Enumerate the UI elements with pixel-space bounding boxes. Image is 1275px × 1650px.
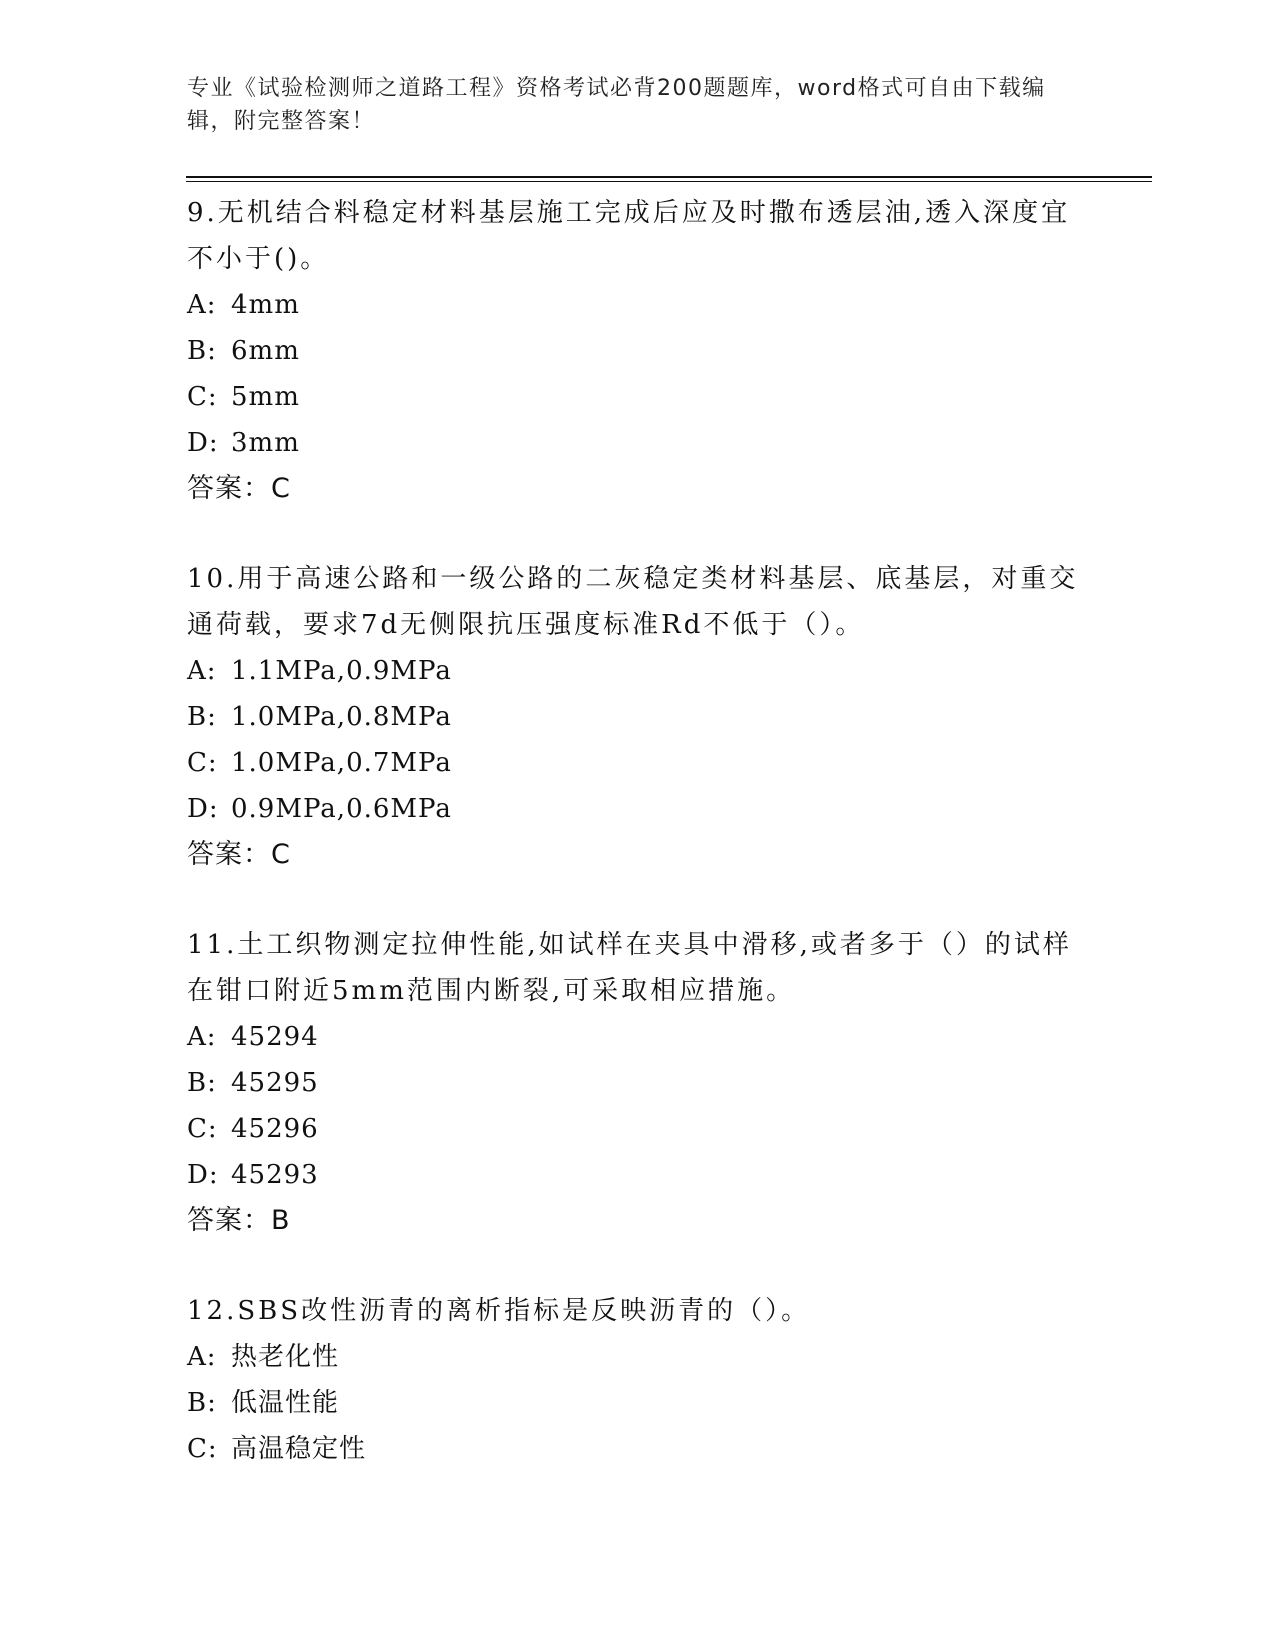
option-text: 1.1MPa,0.9MPa <box>231 656 452 686</box>
option-letter: C: <box>187 1114 218 1144</box>
option-text: 45296 <box>231 1114 319 1144</box>
option-b <box>187 1380 1087 1426</box>
option-letter: A: <box>187 1022 217 1052</box>
option-text: 6mm <box>231 336 300 366</box>
option-text: 1.0MPa,0.7MPa <box>231 748 452 778</box>
option-letter: D: <box>187 1160 219 1190</box>
question-text: 9.无机结合料稳定材料基层施工完成后应及时撒布透层油,透入深度宜不小于()。 <box>187 198 1071 274</box>
option-b <box>187 1060 1087 1106</box>
option-text: 热老化性 <box>231 1342 340 1372</box>
option-a <box>187 282 1087 328</box>
option-text: 45295 <box>231 1068 319 1098</box>
option-c <box>187 1106 1087 1152</box>
option-letter: B: <box>187 336 217 366</box>
option-d <box>187 1152 1087 1198</box>
option-letter: D: <box>187 794 219 824</box>
question-10 <box>187 556 1087 878</box>
option-letter: A: <box>187 656 217 686</box>
option-a <box>187 648 1087 694</box>
option-letter: B: <box>187 702 217 732</box>
question-spacer <box>187 878 1087 922</box>
option-text: 3mm <box>231 428 300 458</box>
option-c <box>187 374 1087 420</box>
option-text: 1.0MPa,0.8MPa <box>231 702 452 732</box>
header-divider-thin <box>186 181 1152 182</box>
option-letter: A: <box>187 1342 217 1372</box>
answer-line: 答案：B <box>187 1205 291 1236</box>
option-text: 4mm <box>231 290 300 320</box>
answer-line: 答案：C <box>187 473 291 504</box>
option-b <box>187 694 1087 740</box>
question-9 <box>187 190 1087 512</box>
option-letter: A: <box>187 290 217 320</box>
question-spacer <box>187 512 1087 556</box>
option-text: 0.9MPa,0.6MPa <box>231 794 452 824</box>
header-title: 专业《试验检测师之道路工程》资格考试必背200题题库，word格式可自由下载编辑，附完整答案！ <box>187 76 1046 134</box>
question-11 <box>187 922 1087 1244</box>
option-letter: D: <box>187 428 219 458</box>
header-divider-thick <box>186 176 1152 178</box>
option-letter: B: <box>187 1068 217 1098</box>
option-d <box>187 786 1087 832</box>
option-c <box>187 740 1087 786</box>
option-a <box>187 1334 1087 1380</box>
option-text: 45294 <box>231 1022 319 1052</box>
question-text: 10.用于高速公路和一级公路的二灰稳定类材料基层、底基层，对重交通荷载，要求7d无侧限抗压强度标准Rd不低于（）。 <box>187 564 1079 640</box>
option-text: 45293 <box>231 1160 319 1190</box>
question-text: 12.SBS改性沥青的离析指标是反映沥青的（）。 <box>187 1296 811 1326</box>
option-c <box>187 1426 1087 1472</box>
question-text: 11.土工织物测定拉伸性能,如试样在夹具中滑移,或者多于（）的试样在钳口附近5mm范围内断裂,可采取相应措施。 <box>187 930 1072 1006</box>
option-letter: C: <box>187 1434 218 1464</box>
option-b <box>187 328 1087 374</box>
option-text: 5mm <box>231 382 300 412</box>
option-letter: B: <box>187 1388 217 1418</box>
document-header <box>187 72 1067 138</box>
question-12 <box>187 1288 1087 1472</box>
question-spacer <box>187 1244 1087 1288</box>
option-letter: C: <box>187 382 218 412</box>
option-letter: C: <box>187 748 218 778</box>
option-text: 低温性能 <box>231 1388 340 1418</box>
option-d <box>187 420 1087 466</box>
question-list <box>187 190 1087 1472</box>
option-text: 高温稳定性 <box>231 1434 367 1464</box>
option-a <box>187 1014 1087 1060</box>
answer-line: 答案：C <box>187 839 291 870</box>
